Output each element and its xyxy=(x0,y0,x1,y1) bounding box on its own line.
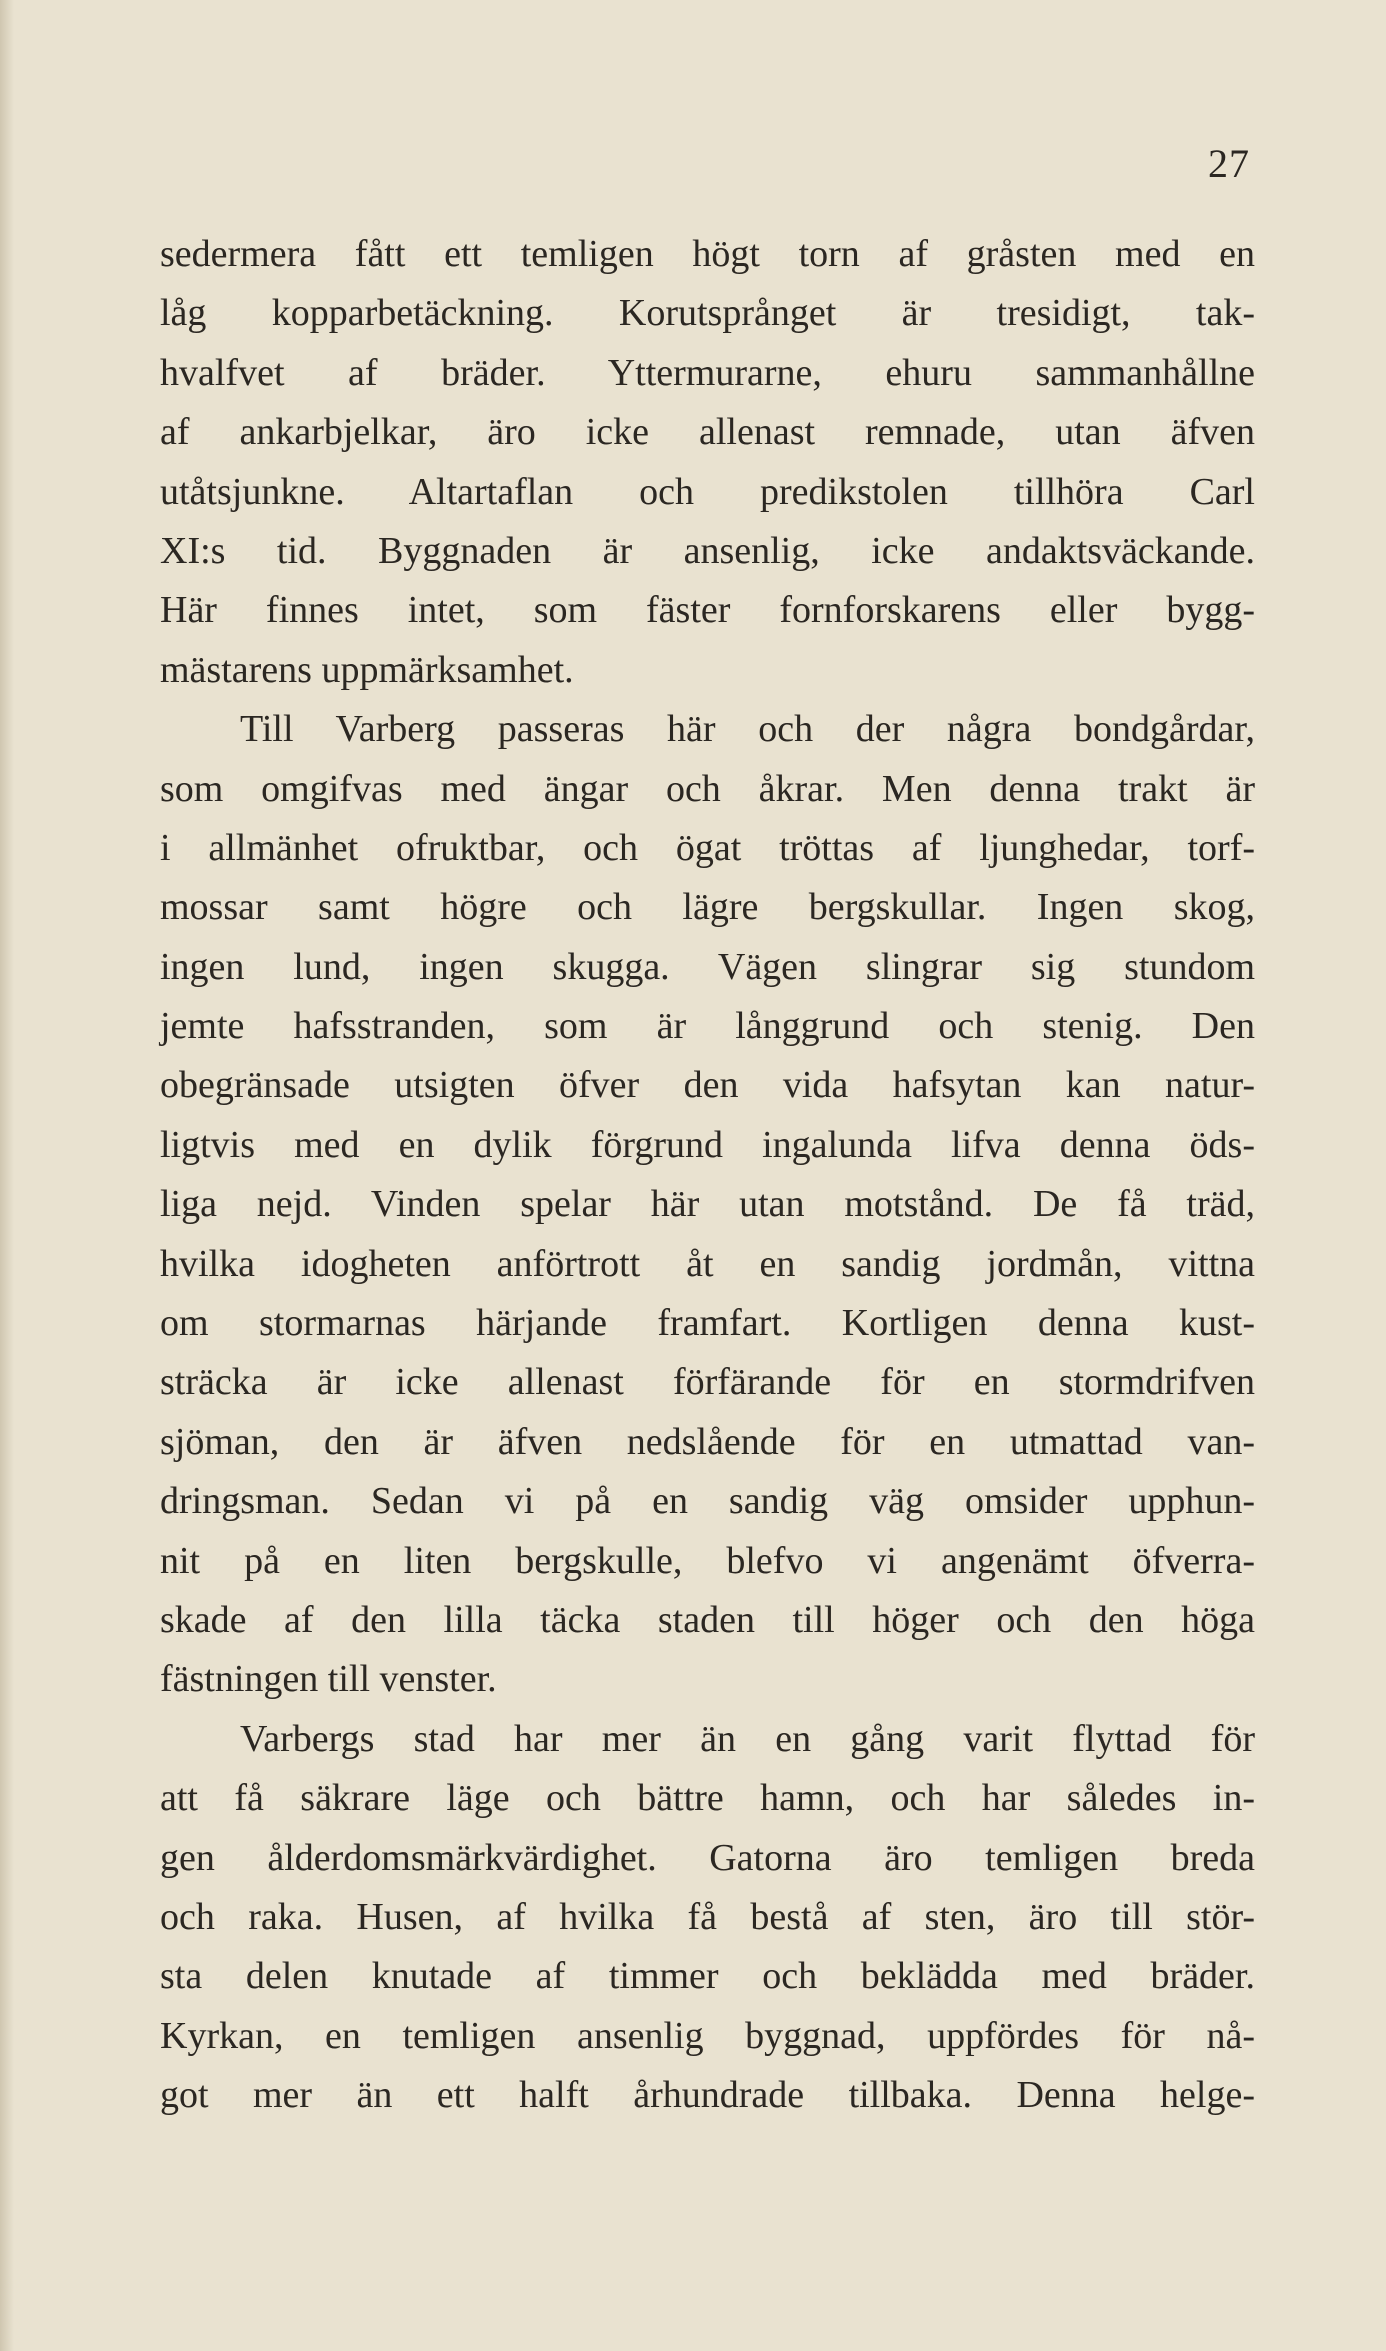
text-line: af ankarbjelkar, äro icke allenast remnade, utan äfven xyxy=(160,411,1255,454)
text-line: gen ålderdomsmärkvärdighet. Gatorna äro temligen breda xyxy=(160,1836,1255,1879)
text-line: got mer än ett halft århundrade tillbaka. Denna helge- xyxy=(160,2074,1255,2117)
text-line: liga nejd. Vinden spelar här utan motstånd. De få träd, xyxy=(160,1183,1255,1226)
text-line: sta delen knutade af timmer och beklädda med bräder. xyxy=(160,1955,1255,1998)
text-line: och raka. Husen, af hvilka få bestå af sten, äro till stör- xyxy=(160,1895,1255,1938)
page-number: 27 xyxy=(1208,141,1250,186)
text-line: att få säkrare läge och bättre hamn, och har således in- xyxy=(160,1777,1255,1820)
text-line: ligtvis med en dylik förgrund ingalunda lifva denna öds- xyxy=(160,1123,1255,1166)
text-line: nit på en liten bergskulle, blefvo vi angenämt öfverra- xyxy=(160,1539,1255,1582)
text-line: Till Varberg passeras här och der några bondgårdar, xyxy=(240,708,1255,751)
text-line: sjöman, den är äfven nedslående för en utmattad van- xyxy=(160,1420,1255,1463)
text-line: om stormarnas härjande framfart. Kortligen denna kust- xyxy=(160,1302,1255,1345)
text-line: utåtsjunkne. Altartaflan och predikstolen tillhöra Carl xyxy=(160,470,1255,513)
text-line: Varbergs stad har mer än en gång varit flyttad för xyxy=(240,1717,1255,1760)
text-line: fästningen till venster. xyxy=(160,1658,497,1701)
text-line: dringsman. Sedan vi på en sandig väg omsider upphun- xyxy=(160,1480,1255,1523)
text-line: mossar samt högre och lägre bergskullar. Ingen skog, xyxy=(160,886,1255,929)
text-line: som omgifvas med ängar och åkrar. Men denna trakt är xyxy=(160,767,1255,810)
text-line: låg kopparbetäckning. Korutsprånget är tresidigt, tak- xyxy=(160,292,1255,335)
text-line: skade af den lilla täcka staden till höger och den höga xyxy=(160,1598,1255,1641)
text-line: Här finnes intet, som fäster fornforskarens eller bygg- xyxy=(160,589,1255,632)
text-line: hvalfvet af bräder. Yttermurarne, ehuru sammanhållne xyxy=(160,351,1255,394)
text-line: sträcka är icke allenast förfärande för en stormdrifven xyxy=(160,1361,1255,1404)
text-line: ingen lund, ingen skugga. Vägen slingrar sig stundom xyxy=(160,945,1255,988)
text-line: obegränsade utsigten öfver den vida hafsytan kan natur- xyxy=(160,1064,1255,1107)
body-text xyxy=(160,225,1255,2126)
text-line: jemte hafsstranden, som är långgrund och stenig. Den xyxy=(160,1005,1255,1048)
text-line: sedermera fått ett temligen högt torn af gråsten med en xyxy=(160,233,1255,275)
text-line: XI:s tid. Byggnaden är ansenlig, icke andaktsväckande. xyxy=(160,529,1255,572)
text-line: mästarens uppmärksamhet. xyxy=(160,648,574,691)
text-line: hvilka idogheten anförtrott åt en sandig jordmån, vittna xyxy=(160,1242,1255,1285)
text-line: Kyrkan, en temligen ansenlig byggnad, uppfördes för nå- xyxy=(160,2014,1255,2057)
text-line: i allmänhet ofruktbar, och ögat tröttas af ljunghedar, torf- xyxy=(160,826,1255,869)
